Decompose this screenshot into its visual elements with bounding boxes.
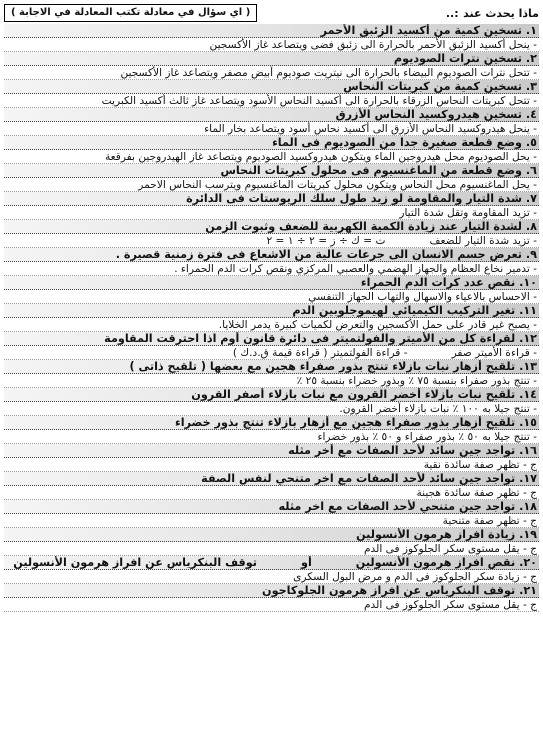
question-text: ١٥. تلقيح أزهار بذور صفراء هجين مع أزهار بازلاء تنتج بذور خضراء [175,416,537,429]
answer-row [4,542,539,556]
question-or: أو [300,556,312,569]
answer-text: - تزيد شدة التيار للضعف [429,235,537,247]
answer-text: ج - تظهر صفة سائدة هجينة [416,487,537,499]
question-text: ١٧. تواجد جين سائد لأحد الصفات مع اخر متنحي لنفس الصفة [201,472,537,485]
question-row [4,164,539,178]
question-text: ٢. تسخين نترات الصوديوم [393,52,537,65]
answer-row [4,94,539,108]
question-text: ١٩. زيادة افراز هرمون الأنسولين [356,528,537,541]
header-title-text: ماذا يحدث عند [463,6,539,20]
answer-text: - ينحل هيدروكسيد النحاس الأزرق الى أكسيد نحاس أسود ويتصاعد بخار الماء [204,123,537,135]
question-row [4,332,539,346]
question-row [4,584,539,598]
question-row [4,248,539,262]
question-text: ١٣. تلقيح أزهار نبات بازلاء تنتج بذور صفراء هجين مع بعضها [209,360,537,373]
answer-row [4,570,539,584]
question-row [4,528,539,542]
answer-row [4,430,539,444]
question-alt-text: توقف البنكرياس عن افراز هرمون الأنسولين [13,556,257,569]
answer-text: - ينحل أكسيد الزئبق الأحمر بالحرارة الى زئبق فضى ويتصاعد غاز الأكسجين [209,39,537,51]
answer-text: - تتحل نترات الصوديوم البيضاء بالحرارة الى نيتريت صوديوم أبيض مصفر ويتصاعد غاز الأكسجين [120,67,537,79]
question-row [4,108,539,122]
answer-extra: ت = ك ÷ ز = ٢ ÷ ١ = ٢ [266,235,386,247]
question-text: ١. تسخين كمية من أكسيد الزئبق الأحمر [320,24,537,37]
question-row [4,192,539,206]
question-text: ٤. تسخين هيدروكسيد النحاس الأزرق [335,108,537,121]
answer-text: ج - زيادة سكر الجلوكوز فى الدم و مرض البول السكرى [293,571,537,583]
question-row [4,136,539,150]
worksheet-header [4,4,539,22]
answer-text: - قراءة الأميتر صفر [451,347,537,359]
answer-text: - تنتج جيلا به ١٠٠ ٪ نبات بازلاء أخضر القرون. [339,403,537,415]
answer-row [4,122,539,136]
answer-text: ج - تظهر صفة متنحية [442,515,537,527]
question-text: ٥. وضع قطعة صغيرة جدا من الصوديوم فى الماء [272,136,537,149]
question-row [4,24,539,38]
answer-row [4,514,539,528]
question-text: ١٢. لقراءة كل من الأميتر والفولتميتر فى دائرة قانون أوم اذا احترقت المقاومة [104,332,537,345]
question-row [4,444,539,458]
answer-text: - تزيد المقاومة وتقل شدة التيار [399,207,537,219]
answer-text: - يحل الصوديوم محل هيدروجين الماء ويتكون هيدروكسيد الصوديوم ويتصاعد غاز الهيدروجين بفرقعة [104,151,537,163]
answer-row [4,598,539,612]
questions-list [4,24,539,612]
answer-row [4,486,539,500]
answer-row [4,262,539,276]
answer-text: ج - يقل مستوى سكر الجلوكوز فى الدم [363,543,537,555]
question-text: ١٨. تواجد جين متنحي لأحد الصفات مع اخر مثله [278,500,537,513]
header-title-dots: :.. [445,6,459,20]
question-text: ١٤. تلقيح نبات بازلاء أخضر القرون مع نبات بازلاء أصفر القرون [191,388,537,401]
question-text: ٢٠. نقص افراز هرمون الأنسولين [355,556,537,569]
answer-row [4,402,539,416]
question-row [4,556,539,570]
answer-row [4,206,539,220]
question-row [4,416,539,430]
question-row [4,388,539,402]
answer-row [4,290,539,304]
answer-row [4,150,539,164]
answer-text: - يصبح غير قادر على حمل الأكسجين والتعرض لكميات كبيرة يدمر الخلايا. [218,319,537,331]
answer-text: - الاحساس بالاعياء والاسهال والتهاب الجهاز التنفسي [308,291,537,303]
answer-row [4,374,539,388]
question-row [4,360,539,374]
answer-row [4,318,539,332]
answer-text: - تنتج جيلا به ٥٠ ٪ بذور صفراء و ٥٠ ٪ بذور خضراء [317,431,537,443]
answer-text: - تدمير نخاع العظام والجهاز الهضمي والعصبي المركزي ونقص كرات الدم الحمراء . [174,263,537,275]
question-text: ١٠. نقص عدد كرات الدم الحمراء [360,276,537,289]
answer-row [4,38,539,52]
answer-text: - تنتج بذور صفراء بنسبة ٧٥ ٪ وبذور خضراء بنسبة ٢٥ ٪ [296,375,537,387]
header-title [446,6,539,21]
answer-extra: - قراءة الفولتميتر ( قراءة قيمة ق.د.ك ) [232,347,408,359]
header-instruction-box: ( اي سؤال في معادلة تكتب المعادلة في الاجابة ) [4,4,257,22]
answer-row [4,234,539,248]
answer-row [4,178,539,192]
answer-row [4,346,539,360]
answer-text: ج - يقل مستوى سكر الجلوكوز فى الدم [363,599,537,611]
question-row [4,276,539,290]
question-row [4,304,539,318]
answer-row [4,458,539,472]
answer-text: ج - تظهر صفة سائدة نقية [423,459,537,471]
answer-text: - تتحل كبريتات النحاس الزرقاء بالحرارة الى أكسيد النحاس الأسود ويتصاعد غاز ثالث أكسيد الكبريت [101,95,537,107]
answer-row [4,66,539,80]
question-text: ٨. لشدة التيار عند زيادة الكمية الكهربية للضعف وثبوت الزمن [205,220,537,233]
question-text: ١١. تغير التركيب الكيميائي لهيموجلوبين الدم [292,304,537,317]
question-row [4,500,539,514]
question-row [4,52,539,66]
question-text: ٩. تعرض جسم الانسان الى جرعات عالية من الاشعاع فى فترة زمنية قصيرة . [115,248,537,261]
question-text: ٢١. توقف البنكرياس عن افراز هرمون الجلوكاجون [262,584,537,597]
answer-text: - يحل الماغنسيوم محل النحاس ويتكون محلول كبريتات الماغنسيوم ويترسب النحاس الاحمر [138,179,537,191]
question-row [4,472,539,486]
question-row [4,220,539,234]
question-text: ٧. شدة التيار والمقاومة لو زيد طول سلك الريوستات فى الدائرة [186,192,537,205]
question-row [4,80,539,94]
question-tag: ( تلقيح ذاتى ) [129,360,207,373]
question-text: ١٦. تواجد جين سائد لأحد الصفات مع أخر مثله [288,444,537,457]
question-text: ٣. تسخين كمية من كبريتات النحاس [343,80,537,93]
question-text: ٦. وضع قطعة من الماغنسيوم فى محلول كبريتات النحاس [220,164,537,177]
